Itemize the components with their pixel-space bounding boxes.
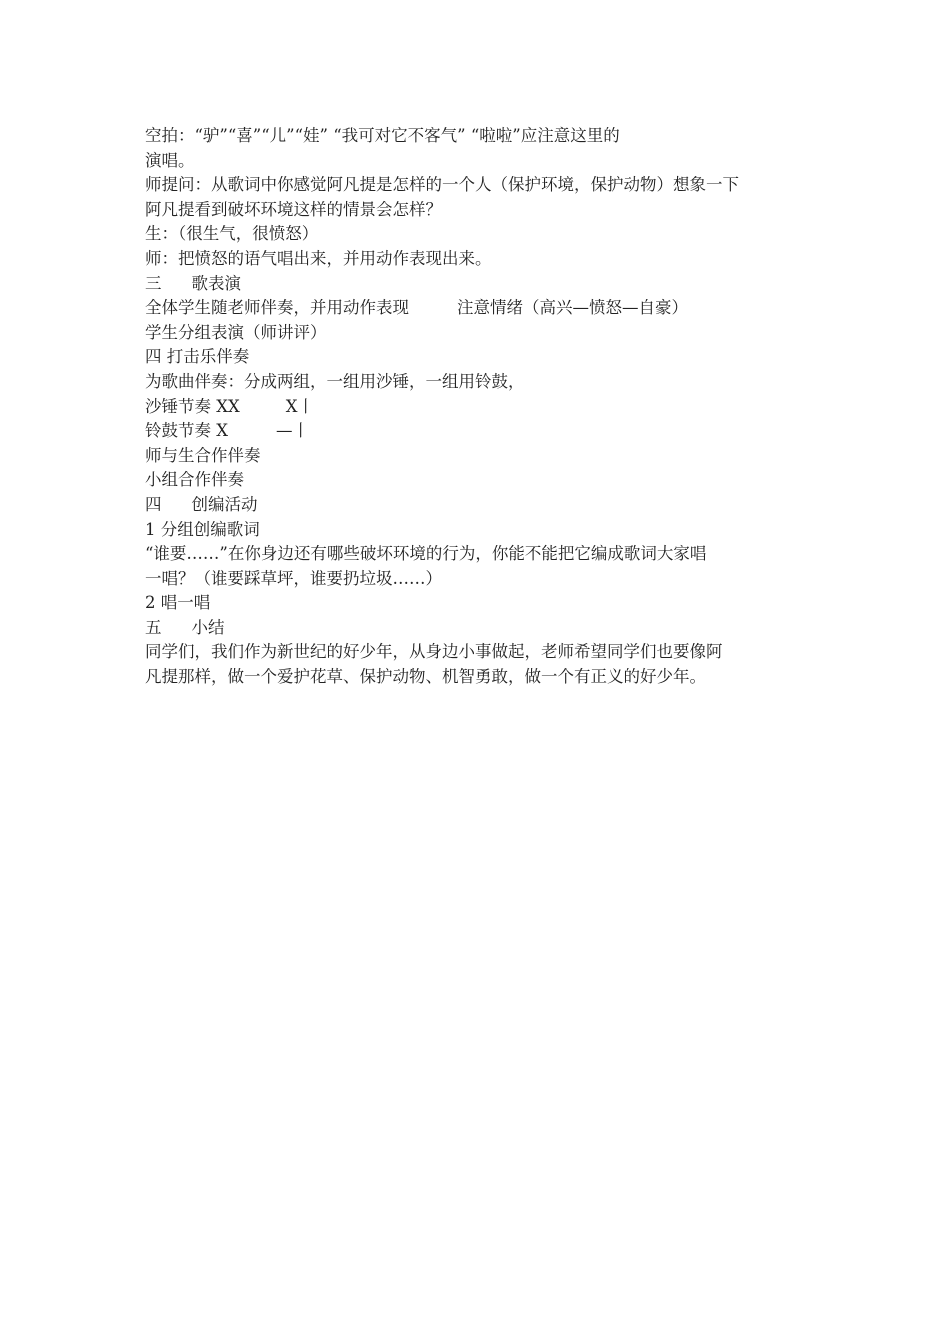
section-heading	[145, 616, 807, 641]
text-line: 2 唱一唱	[145, 593, 211, 613]
text-line: “谁要……”在你身边还有哪些破坏环境的行为，你能不能把它编成歌词大家唱	[145, 544, 707, 564]
section-heading	[145, 272, 807, 297]
text-line	[145, 296, 807, 321]
section-number: 五	[145, 617, 162, 637]
text-line: 1 分组创编歌词	[145, 519, 260, 539]
text-line: 空拍：“驴”“喜”“儿”“娃” “我可对它不客气” “啦啦”应注意这里的	[145, 126, 620, 145]
text-line: 同学们，我们作为新世纪的好少年，从身边小事做起，老师希望同学们也要像阿	[145, 642, 723, 662]
section-title: 创编活动	[191, 494, 258, 514]
text-line: 小组合作伴奏	[145, 470, 244, 490]
section-heading: 四 打击乐伴奏	[145, 347, 250, 367]
text-segment: 注意情绪（高兴—愤怒—自豪）	[457, 298, 688, 318]
text-line: 学生分组表演（师讲评）	[145, 322, 327, 342]
document-page	[145, 124, 807, 690]
section-title: 小结	[191, 617, 225, 637]
rhythm-label: 沙锤节奏 XX	[145, 396, 240, 416]
text-line: 凡提那样，做一个爱护花草、保护动物、机智勇敢，做一个有正义的好少年。	[145, 667, 706, 687]
section-heading	[145, 493, 807, 518]
rhythm-line	[145, 395, 807, 420]
text-segment: 全体学生随老师伴奏，并用动作表现	[145, 298, 409, 318]
rhythm-value: —丨	[276, 421, 309, 441]
text-line: 师提问：从歌词中你感觉阿凡提是怎样的一个人（保护环境，保护动物）想象一下	[145, 175, 739, 195]
rhythm-line	[145, 419, 807, 444]
text-line: 师与生合作伴奏	[145, 445, 261, 465]
section-number: 四	[145, 494, 162, 514]
text-line: 为歌曲伴奏：分成两组，一组用沙锤，一组用铃鼓，	[145, 371, 525, 391]
rhythm-label: 铃鼓节奏 X	[145, 421, 228, 441]
section-title: 歌表演	[191, 273, 241, 293]
text-line: 一唱？（谁要踩草坪，谁要扔垃圾……）	[145, 568, 442, 588]
text-line: 演唱。	[145, 150, 195, 170]
text-line: 生：（很生气，很愤怒）	[145, 224, 319, 244]
text-line: 师：把愤怒的语气唱出来，并用动作表现出来。	[145, 248, 492, 268]
section-number: 三	[145, 273, 162, 293]
text-line: 阿凡提看到破坏环境这样的情景会怎样？	[145, 199, 442, 219]
rhythm-value: X丨	[285, 396, 314, 416]
